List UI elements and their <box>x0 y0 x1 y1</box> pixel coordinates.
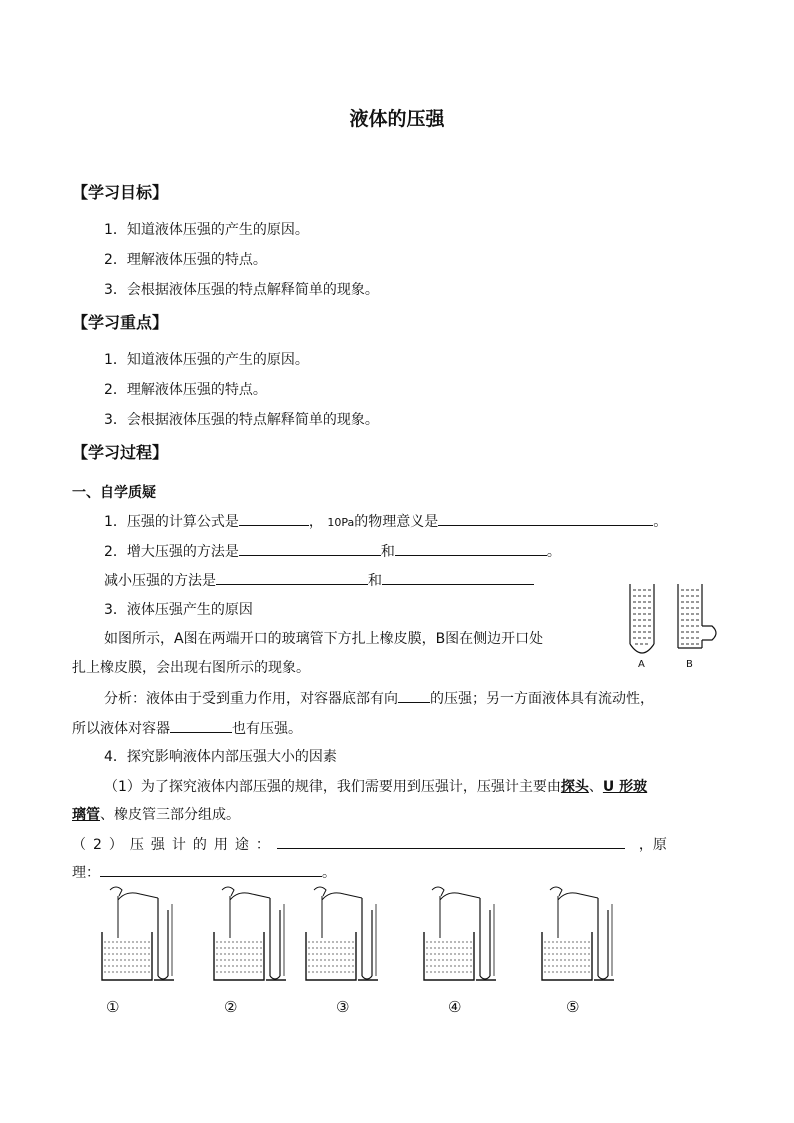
question-4-para-1 <box>104 776 647 796</box>
q4-p2-text: 、橡皮管三部分组成。 <box>100 807 240 823</box>
answer-blank[interactable] <box>395 541 547 556</box>
q1-unit: 10Pa <box>327 516 355 529</box>
goal-item-2: 2．理解液体压强的特点。 <box>104 252 267 268</box>
question-4-heading: 4．探究影响液体内部压强大小的因素 <box>104 749 337 765</box>
key-item-2: 2．理解液体压强的特点。 <box>104 382 267 398</box>
question-2b <box>104 570 534 590</box>
answer-blank[interactable] <box>398 688 430 703</box>
self-study-heading: 一、自学质疑 <box>72 485 156 501</box>
q4-p3-end: ，原 <box>638 837 667 853</box>
figure-label-a: A <box>638 659 645 670</box>
key-item-3: 3．会根据液体压强的特点解释简单的现象。 <box>104 412 379 428</box>
q2b-text: 减小压强的方法是 <box>104 573 216 589</box>
q1-comma: ， <box>308 514 323 530</box>
q4-p1-text: （1）为了探究液体内部压强的规律，我们需要用到压强计，压强计主要由 <box>104 779 561 795</box>
q1-text-2: 的物理意义是 <box>354 514 439 530</box>
goal-item-1: 1．知道液体压强的产生的原因。 <box>104 222 309 238</box>
figure-label-3: ③ <box>336 998 350 1016</box>
tube-a <box>630 584 654 653</box>
tube-figure <box>620 580 730 672</box>
question-4-para-4 <box>72 862 336 882</box>
q3-p4-text-2: 也有压强。 <box>232 721 302 737</box>
answer-blank[interactable] <box>100 862 322 877</box>
page-title: 液体的压强 <box>349 108 445 130</box>
answer-blank[interactable] <box>277 834 625 849</box>
question-2 <box>104 541 561 561</box>
answer-blank[interactable] <box>438 511 653 526</box>
question-3-para-4 <box>72 718 302 738</box>
question-3-para-1: 如图所示，A图在两端开口的玻璃管下方扎上橡皮膜，B图在侧边开口处 <box>104 631 544 647</box>
q2-text: 2．增大压强的方法是 <box>104 544 239 560</box>
q2b-and: 和 <box>368 573 382 589</box>
q4-p4-text: 理： <box>72 865 100 881</box>
figure-label-2: ② <box>224 998 238 1016</box>
pressure-gauge-figures <box>96 880 656 990</box>
question-3-para-3 <box>104 688 654 708</box>
answer-blank[interactable] <box>239 511 309 526</box>
figure-label-4: ④ <box>448 998 462 1016</box>
figure-label-1: ① <box>106 998 120 1016</box>
section-heading-key: 【学习重点】 <box>72 313 169 332</box>
figure-label-b: B <box>686 659 693 670</box>
q4-p3-text: （2）压强计的用途： <box>72 837 277 853</box>
tube-b <box>678 584 716 648</box>
q3-p3-text-2: 的压强；另一方面液体具有流动性， <box>430 691 654 707</box>
q3-p4-text: 所以液体对容器 <box>72 721 170 737</box>
question-4-para-2 <box>72 804 240 824</box>
q2-end: 。 <box>546 544 561 560</box>
q4-u-tube-term: U 形玻 <box>602 779 648 795</box>
q1-text: 1．压强的计算公式是 <box>104 514 239 530</box>
goal-item-3: 3．会根据液体压强的特点解释简单的现象。 <box>104 282 379 298</box>
figure-label-5: ⑤ <box>566 998 580 1016</box>
q4-u-tube-term-2: 璃管 <box>72 807 100 823</box>
answer-blank[interactable] <box>382 570 534 585</box>
section-heading-goals: 【学习目标】 <box>72 183 169 202</box>
question-4-para-3 <box>72 834 667 854</box>
answer-blank[interactable] <box>216 570 368 585</box>
answer-blank[interactable] <box>170 718 232 733</box>
key-item-1: 1．知道液体压强的产生的原因。 <box>104 352 309 368</box>
q4-probe-term: 探头 <box>560 779 589 795</box>
q4-separator: 、 <box>588 779 603 795</box>
q3-p3-text: 分析：液体由于受到重力作用，对容器底部有向 <box>104 691 398 707</box>
question-3-heading: 3．液体压强产生的原因 <box>104 602 253 618</box>
section-heading-process: 【学习过程】 <box>72 443 169 462</box>
q2-and: 和 <box>380 544 395 560</box>
q4-p4-end: 。 <box>322 865 336 881</box>
question-3-para-2: 扎上橡皮膜，会出现右图所示的现象。 <box>72 660 310 676</box>
q1-end: 。 <box>653 514 668 530</box>
answer-blank[interactable] <box>239 541 381 556</box>
question-1 <box>104 511 667 531</box>
